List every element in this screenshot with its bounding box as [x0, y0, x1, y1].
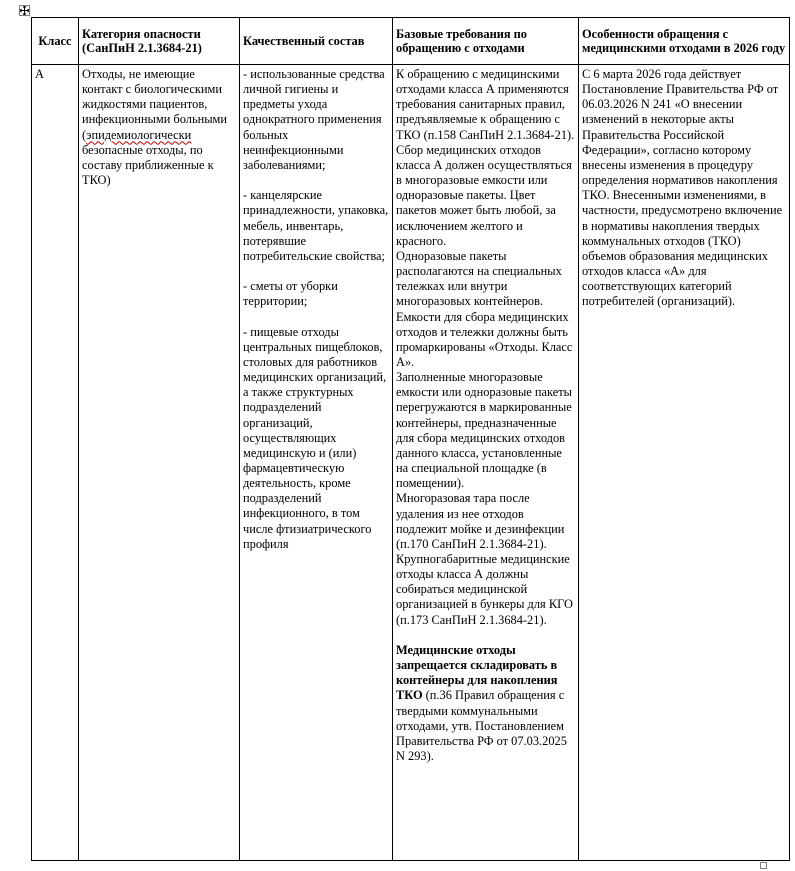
table-header-row: [32, 18, 790, 65]
table-row: [32, 65, 790, 861]
table-resize-handle-icon[interactable]: [760, 862, 767, 869]
cell-requirements: [393, 65, 579, 861]
requirements-paragraph: Емкости для сбора медицинских отходов и тележки должны быть промаркированы «Отходы. Класс А».: [396, 309, 573, 369]
requirements-paragraph: Заполненные многоразовые емкости или одноразовые пакеты перегружаются в маркированные контейнеры, предназначенные для сбора медицинских отходов данного класса, установленные на специальной площадке (в помещении).: [396, 370, 572, 491]
cell-features: С 6 марта 2026 года действует Постановление Правительства РФ от 06.03.2026 N 241 «О внесении изменений в некоторые акты Правительства Российской Федерации», согласно которому внесены изменения в процедуру определения нормативов накопления ТКО. Внесенными изменениями, в частности, предусмотрено включение в нормативы накопления твердых коммунальных отходов (ТКО) объемов образования медицинских отходов класса «А» для соответствующих категорий потребителей (организаций).: [579, 65, 790, 861]
table-move-handle-icon[interactable]: [19, 5, 30, 16]
requirements-paragraph: Сбор медицинских отходов класса А должен осуществляться в многоразовые емкости или одноразовые пакеты. Цвет пакетов может быть любой, за исключением желтого и красного.: [396, 142, 572, 248]
header-class: Класс: [32, 18, 79, 65]
cell-class: А: [32, 65, 79, 861]
header-features: Особенности обращения с медицинскими отходами в 2026 году: [579, 18, 790, 65]
composition-item: - канцелярские принадлежности, упаковка, мебель, инвентарь, потерявшие потребительские свойства;: [243, 188, 389, 263]
header-category: Категория опасности (СанПиН 2.1.3684-21): [79, 18, 240, 65]
requirements-paragraph: Крупногабаритные медицинские отходы класса А должны собираться медицинской организацией в бункеры для КГО (п.173 СанПиН 2.1.3684-21).: [396, 552, 573, 627]
header-requirements: Базовые требования по обращению с отходами: [393, 18, 579, 65]
composition-item: - пищевые отходы центральных пищеблоков, столовых для работников медицинских организаций, а также структурных подразделений организаций, осуществляющих медицинскую и (или) фармацевтическую деятельность, кроме подразделений инфекционного, в том числе фтизиатрического профиля: [243, 324, 387, 551]
cell-category: [79, 65, 240, 861]
requirements-paragraph: Многоразовая тара после удаления из нее отходов подлежит мойке и дезинфекции (п.170 СанПиН 2.1.3684-21).: [396, 491, 565, 551]
requirements-prohibition: [396, 643, 575, 764]
waste-class-table: [31, 17, 790, 861]
composition-item: - сметы от уборки территории;: [243, 279, 338, 309]
prohibition-bold-text: Медицинские отходы запрещается складировать в контейнеры для накопления ТКО: [396, 642, 558, 703]
category-text-start: Отходы, не имеющие контакт с биологическими жидкостями пациентов, инфекционными больными (: [82, 67, 228, 142]
requirements-paragraph: К обращению с медицинскими отходами класса А применяются требования санитарных правил, предъявляемые к обращению с ТКО (п.158 СанПиН 2.1.3684-21).: [396, 67, 575, 142]
spellcheck-flagged-word[interactable]: эпидемиологически: [86, 127, 192, 142]
category-text-end: безопасные отходы, по составу приближенные к ТКО): [82, 142, 214, 188]
header-composition: Качественный состав: [240, 18, 393, 65]
prohibition-reference: (п.36 Правил обращения с твердыми коммунальными отходами, утв. Постановлением Правительства РФ от 07.03.2025 N 293).: [396, 688, 567, 764]
requirements-paragraph: Одноразовые пакеты располагаются на специальных тележках или внутри многоразовых контейнеров.: [396, 248, 562, 309]
composition-item: - использованные средства личной гигиены и предметы ухода однократного применения больных неинфекционными заболеваниями;: [243, 67, 385, 172]
cell-composition: [240, 65, 393, 861]
